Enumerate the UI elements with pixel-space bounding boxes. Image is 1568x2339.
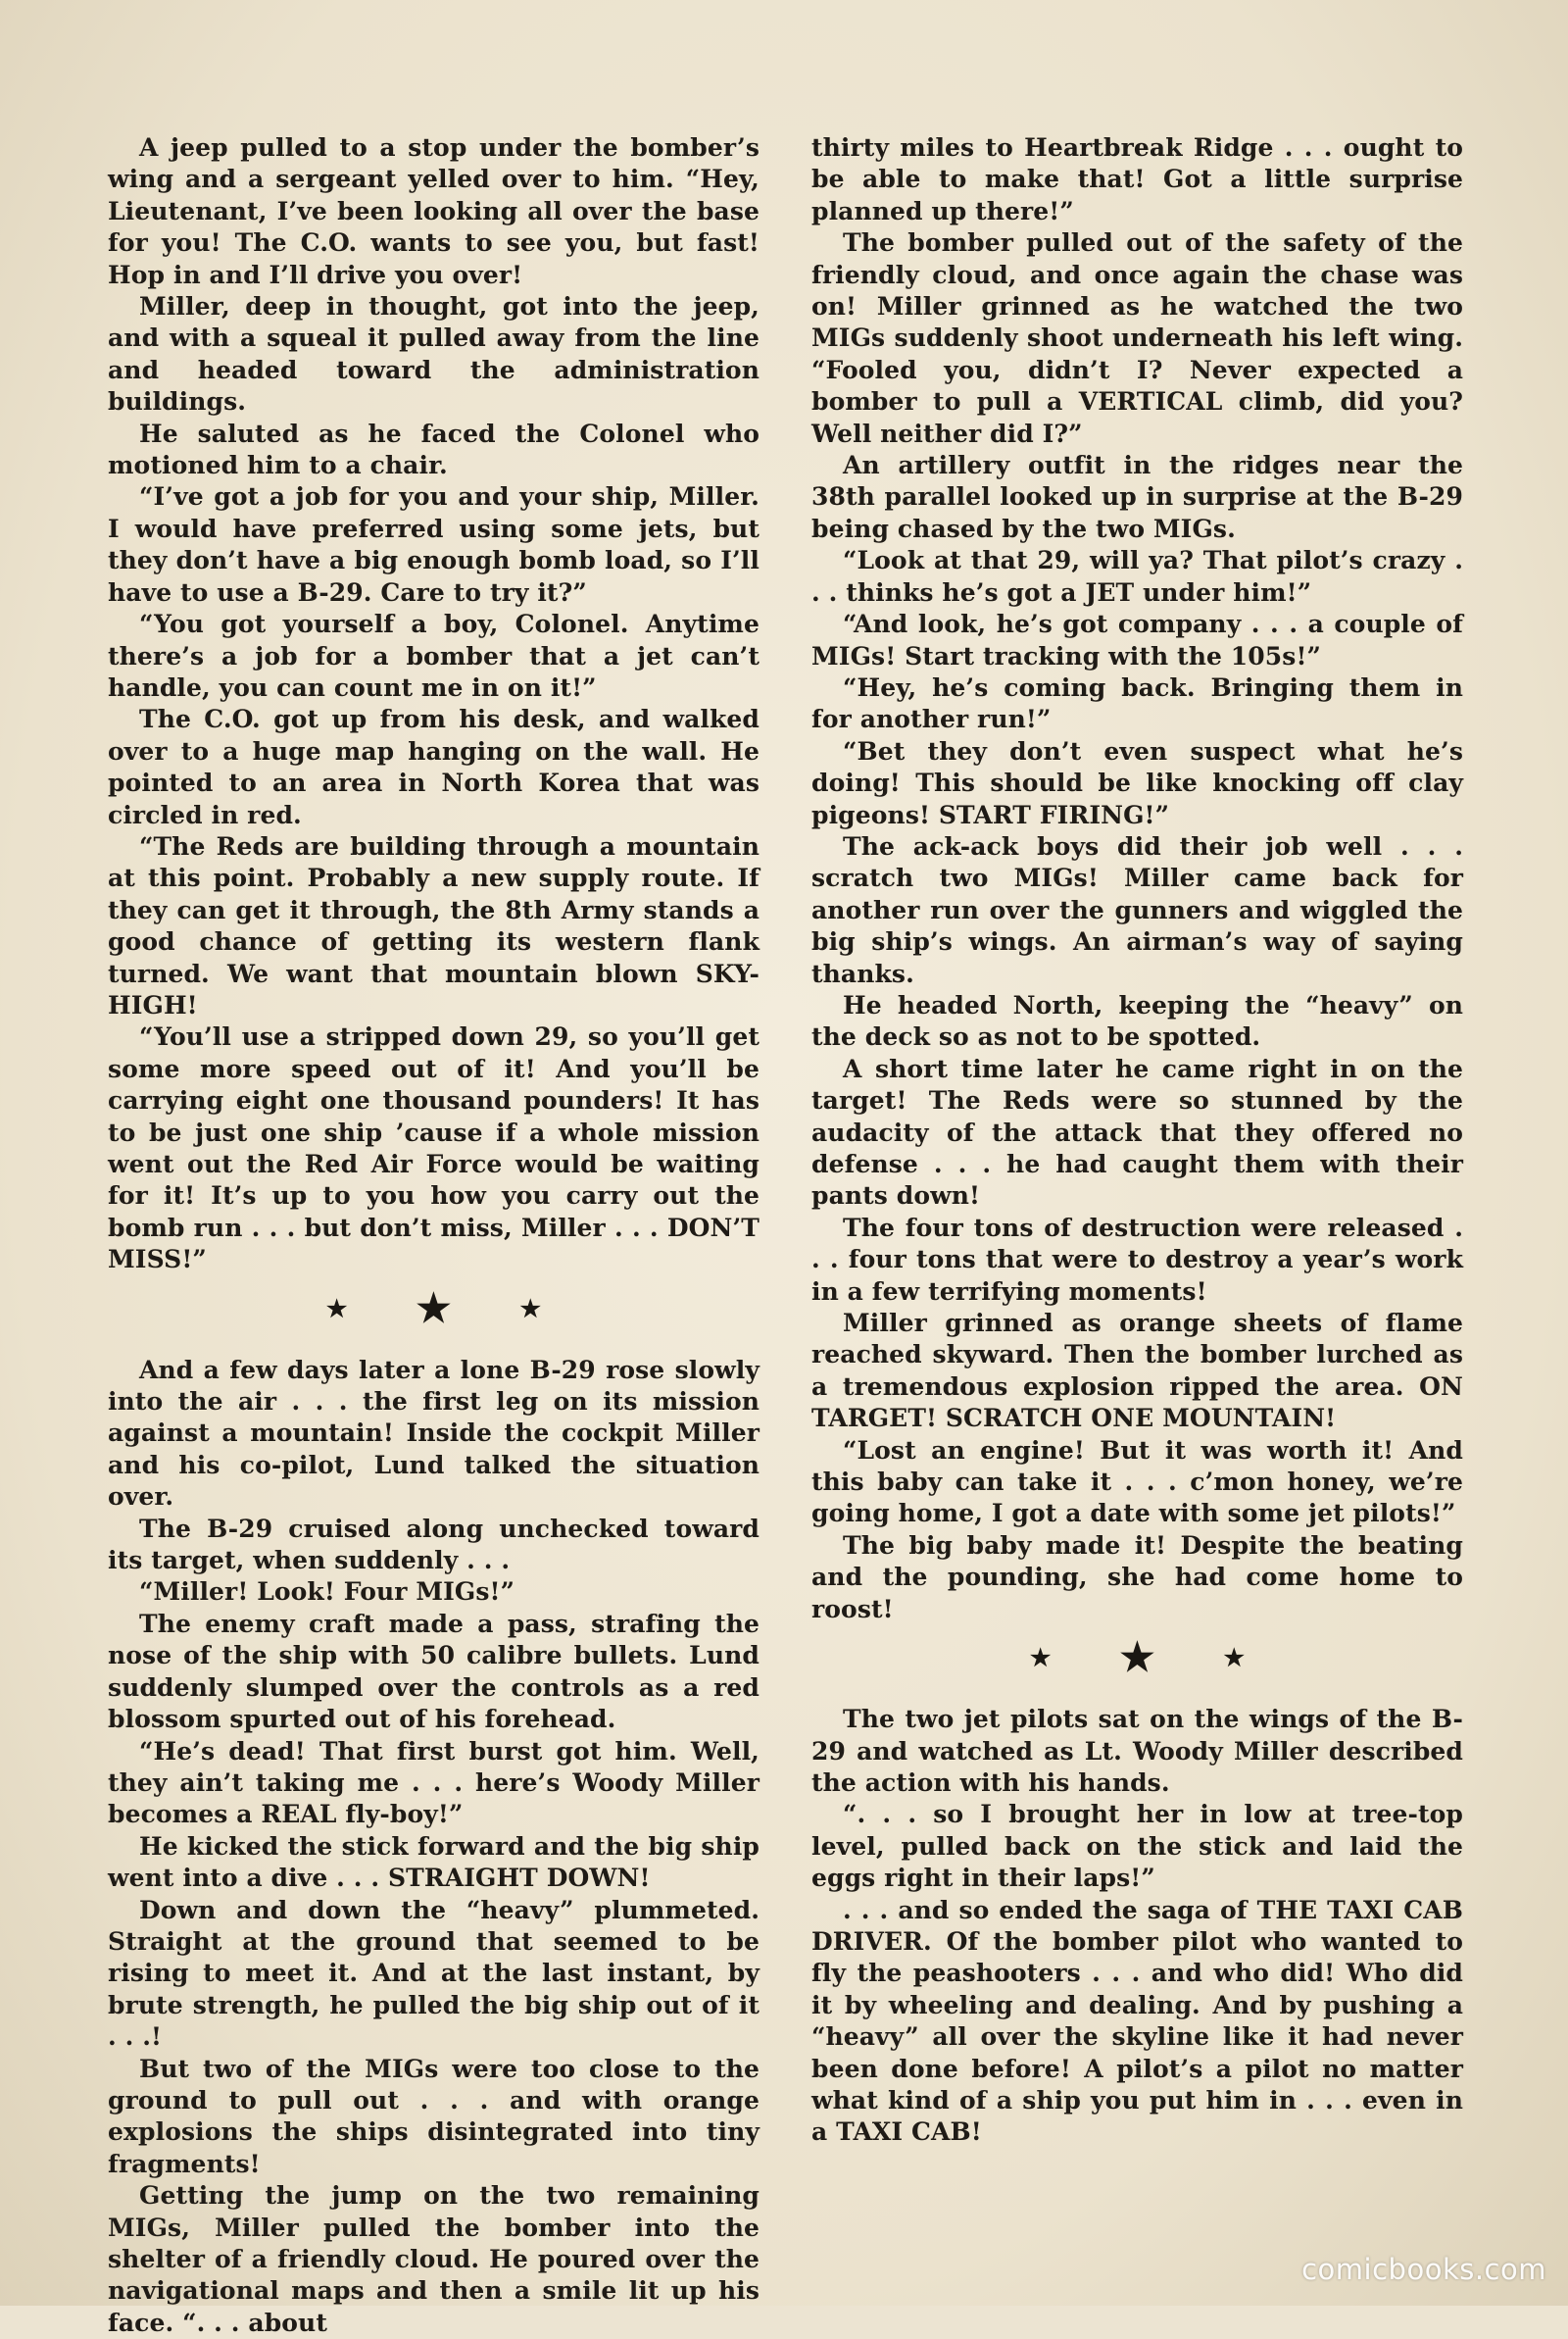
paragraph: He kicked the stick forward and the big ship went into a dive . . . STRAIGHT DOWN!: [108, 1831, 760, 1893]
star-separator: [811, 1629, 1463, 1686]
paragraph: And a few days later a lone B-29 rose slowly into the air . . . the first leg on its mission against a mountain! Inside the cockpit Miller and his co-pilot, Lund talked the situation over.: [108, 1355, 760, 1512]
paragraph: He saluted as he faced the Colonel who motioned him to a chair.: [108, 419, 760, 480]
paragraph: “. . . so I brought her in low at tree-top level, pulled back on the stick and laid the eggs right in their laps!”: [811, 1800, 1463, 1893]
paragraph: . . . and so ended the saga of THE TAXI CAB DRIVER. Of the bomber pilot who wanted to fly the peashooters . . . and who did! Who did it by wheeling and dealing. And by pushing a “heavy” all over the skyline like it had never been done before! A pilot’s a pilot no matter what kind of a ship you put him in . . . even in a TAXI CAB!: [811, 1895, 1463, 2147]
paragraph: Miller, deep in thought, got into the jeep, and with a squeal it pulled away from the line and headed toward the administration buildings.: [108, 292, 760, 417]
paragraph: thirty miles to Heartbreak Ridge . . . ought to be able to make that! Got a little surprise planned up there!”: [811, 133, 1463, 225]
right-column: [811, 132, 1463, 2149]
paragraph: “He’s dead! That first burst got him. Well, they ain’t taking me . . . here’s Woody Miller becomes a REAL fly-boy!”: [108, 1736, 760, 1829]
star-icon: ★: [1223, 1643, 1246, 1672]
paragraph: “Lost an engine! But it was worth it! And this baby can take it . . . c’mon honey, we’re going home, I got a date with some jet pilots!”: [811, 1435, 1463, 1528]
paragraph: “The Reds are building through a mountain at this point. Probably a new supply route. If they can get it through, the 8th Army stands a good chance of getting its western flank turned. We want that mountain blown SKY-HIGH!: [108, 831, 760, 1020]
paragraph: “Look at that 29, will ya? That pilot’s crazy . . . thinks he’s got a JET under him!”: [811, 546, 1463, 607]
star-icon: ★: [1119, 1634, 1155, 1681]
star-icon: ★: [416, 1284, 452, 1331]
paragraph: A jeep pulled to a stop under the bomber’s wing and a sergeant yelled over to him. “Hey, Lieutenant, I’ve been looking all over the base for you! The C.O. wants to see you, but fast! Hop in and I’ll drive you over!: [108, 133, 760, 289]
paragraph: A short time later he came right in on the target! The Reds were so stunned by the audacity of the attack that they offered no defense . . . he had caught them with their pants down!: [811, 1054, 1463, 1211]
paragraph: “You’ll use a stripped down 29, so you’ll get some more speed out of it! And you’ll be carrying eight one thousand pounders! It has to be just one ship ’cause if a whole mission went out the Red Air Force would be waiting for it! It’s up to you how you carry out the bomb run . . . but don’t miss, Miller . . . DON’T MISS!”: [108, 1022, 760, 1274]
paragraph: “And look, he’s got company . . . a couple of MIGs! Start tracking with the 105s!”: [811, 610, 1463, 671]
paragraph: An artillery outfit in the ridges near the 38th parallel looked up in surprise at the B-29 being chased by the two MIGs.: [811, 451, 1463, 543]
paragraph: The two jet pilots sat on the wings of the B-29 and watched as Lt. Woody Miller described the action with his hands.: [811, 1705, 1463, 1797]
paragraph: “Hey, he’s coming back. Bringing them in for another run!”: [811, 672, 1463, 734]
left-column: [108, 132, 760, 2339]
star-icon: ★: [1029, 1643, 1052, 1672]
paragraph: The bomber pulled out of the safety of the friendly cloud, and once again the chase was on! Miller grinned as he watched the two MIGs suddenly shoot underneath his left wing. “Fooled you, didn’t I? Never expected a bomber to pull a VERTICAL climb, did you? Well neither did I?”: [811, 228, 1463, 448]
paragraph: He headed North, keeping the “heavy” on the deck so as not to be spotted.: [811, 990, 1463, 1052]
paragraph: But two of the MIGs were too close to the ground to pull out . . . and with orange explosions the ships disintegrated into tiny fragments!: [108, 2054, 760, 2178]
paragraph: “Bet they don’t even suspect what he’s doing! This should be like knocking off clay pigeons! START FIRING!”: [811, 736, 1463, 829]
star-icon: ★: [325, 1293, 348, 1322]
paragraph: The enemy craft made a pass, strafing the nose of the ship with 50 calibre bullets. Lund suddenly slumped over the controls as a red blossom spurted out of his forehead.: [108, 1609, 760, 1734]
watermark: comicbooks.com: [1301, 2253, 1546, 2286]
star-icon: ★: [519, 1293, 542, 1322]
paragraph: The four tons of destruction were released . . . four tons that were to destroy a year’s work in a few terrifying moments!: [811, 1213, 1463, 1306]
paragraph: Getting the jump on the two remaining MIGs, Miller pulled the bomber into the shelter of a friendly cloud. He poured over the navigational maps and then a smile lit up his face. “. . . about: [108, 2181, 760, 2337]
star-separator: [108, 1280, 760, 1337]
paragraph: The ack-ack boys did their job well . . . scratch two MIGs! Miller came back for another run over the gunners and wiggled the big ship’s wings. An airman’s way of saying thanks.: [811, 831, 1463, 988]
paragraph: The C.O. got up from his desk, and walked over to a huge map hanging on the wall. He pointed to an area in North Korea that was circled in red.: [108, 705, 760, 829]
paragraph: “I’ve got a job for you and your ship, Miller. I would have preferred using some jets, but they don’t have a big enough bomb load, so I’ll have to use a B-29. Care to try it?”: [108, 482, 760, 607]
paragraph: The big baby made it! Despite the beating and the pounding, she had come home to roost!: [811, 1530, 1463, 1623]
paragraph: “Miller! Look! Four MIGs!”: [139, 1577, 515, 1607]
paragraph: The B-29 cruised along unchecked toward its target, when suddenly . . .: [108, 1514, 760, 1575]
paragraph: Miller grinned as orange sheets of flame reached skyward. Then the bomber lurched as a tremendous explosion ripped the area. ON TARGET! SCRATCH ONE MOUNTAIN!: [811, 1309, 1463, 1433]
paragraph: “You got yourself a boy, Colonel. Anytime there’s a job for a bomber that a jet can’t handle, you can count me in on it!”: [108, 610, 760, 702]
paragraph: Down and down the “heavy” plummeted. Straight at the ground that seemed to be rising to meet it. And at the last instant, by brute strength, he pulled the big ship out of it . . .!: [108, 1895, 760, 2052]
